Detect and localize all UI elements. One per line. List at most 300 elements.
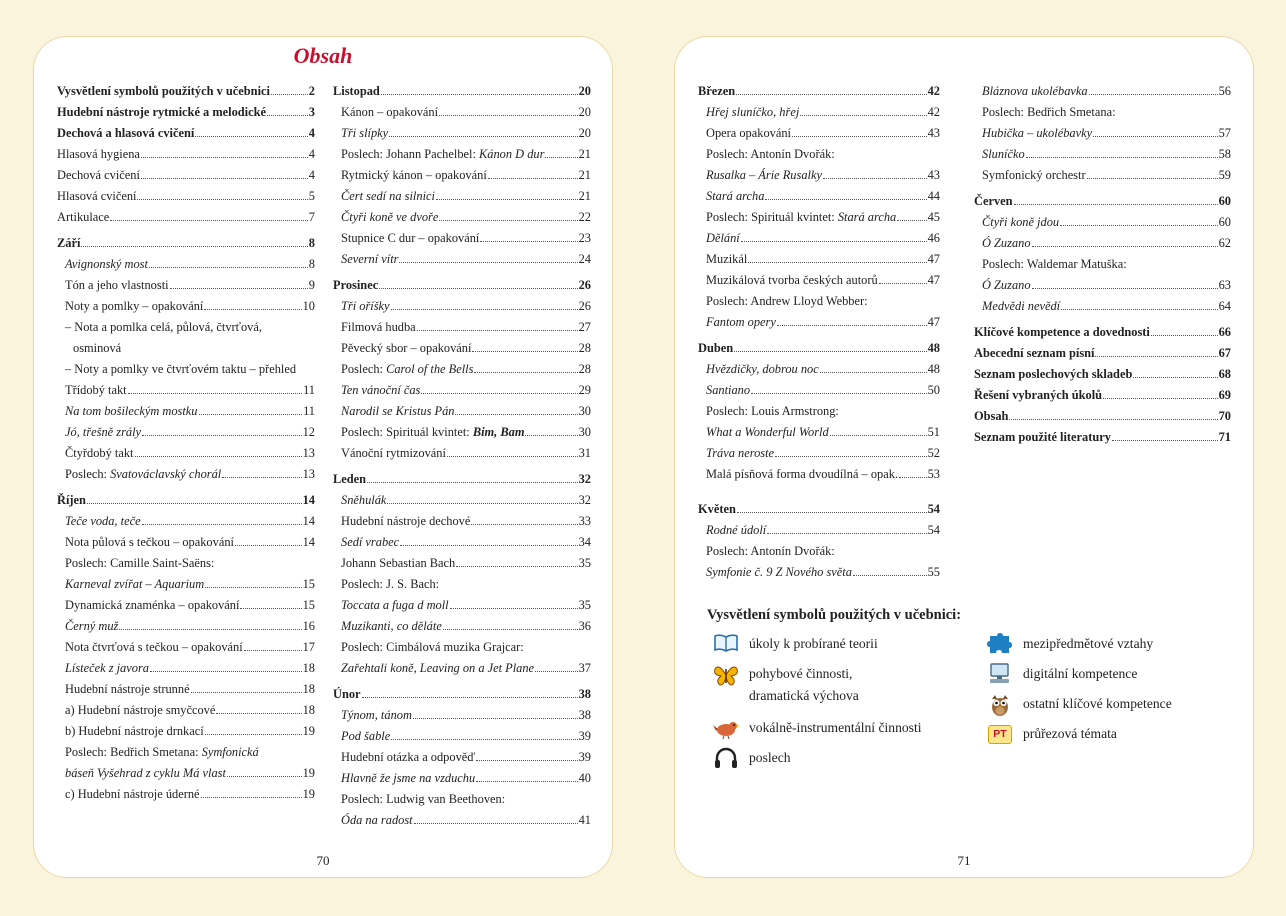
toc-page-number: 38 — [578, 687, 591, 701]
toc-entry — [333, 553, 591, 574]
toc-entry — [57, 616, 315, 637]
toc-entry-title — [974, 385, 1102, 406]
toc-entry — [698, 165, 940, 186]
toc-entry — [57, 254, 315, 275]
toc-page-number: 64 — [1218, 299, 1231, 313]
toc-title-italic: Stará archa — [837, 210, 897, 224]
toc-entry — [57, 784, 315, 805]
toc-title-text: Klíčové kompetence a dovednosti — [974, 325, 1150, 339]
toc-page-number: 2 — [308, 84, 315, 98]
toc-entry — [333, 249, 591, 270]
toc-title-text: Třídobý takt — [65, 383, 127, 397]
toc-page-number: 39 — [578, 729, 591, 743]
legend-title: Vysvětlení symbolů použitých v učebnici: — [707, 607, 962, 623]
toc-text: – Noty a pomlky ve čtvrťovém taktu – přehled — [65, 362, 297, 376]
toc-title-text: Opera opakování — [706, 126, 791, 140]
toc-entry — [57, 144, 315, 165]
toc-title-text: Muzikanti, co děláte — [341, 619, 442, 633]
toc-page-number: 4 — [308, 147, 315, 161]
toc-entry-title — [341, 228, 479, 249]
dot-leader — [1014, 204, 1218, 205]
toc-title-text: Karneval zvířat – Aquarium — [65, 577, 205, 591]
toc-page-number: 57 — [1218, 126, 1231, 140]
toc-page-number: 63 — [1218, 278, 1231, 292]
dot-leader — [199, 414, 303, 415]
toc-page-number: 11 — [303, 383, 315, 397]
toc-entry-title — [65, 464, 221, 485]
toc-title-text: báseň Vyšehrad z cyklu Má vlast — [65, 766, 226, 780]
toc-page-number: 46 — [927, 231, 940, 245]
toc-page-number: 30 — [578, 404, 591, 418]
toc-text-line — [57, 742, 315, 763]
toc-page-number: 34 — [578, 535, 591, 549]
toc-entry-title — [706, 228, 740, 249]
toc-page-number: 43 — [927, 126, 940, 140]
toc-entry-title — [341, 511, 470, 532]
toc-entry — [333, 490, 591, 511]
toc-page-number: 16 — [302, 619, 315, 633]
toc-title-text: Pod šable — [341, 729, 391, 743]
toc-entry-title — [706, 464, 898, 485]
toc-entry-title — [982, 275, 1031, 296]
dot-leader — [480, 241, 577, 242]
toc-text-line — [698, 291, 940, 312]
toc-title-italic: Svatováclavský chorál — [110, 467, 222, 481]
toc-page-number: 42 — [927, 105, 940, 119]
toc-entry-title — [341, 768, 475, 789]
toc-title-text: Ten vánoční čas — [341, 383, 421, 397]
dot-leader — [879, 283, 927, 284]
toc-entry-title — [341, 810, 413, 831]
toc-title-text: Teče voda, teče — [65, 514, 141, 528]
dot-leader — [775, 456, 927, 457]
toc-entry — [57, 679, 315, 700]
toc-entry — [57, 401, 315, 422]
toc-entry-title — [57, 490, 86, 511]
toc-title-text: Sedí vrabec — [341, 535, 400, 549]
pt-badge-text: PT — [988, 725, 1012, 744]
toc-title-text: Lísteček z javora — [65, 661, 149, 675]
toc-entry — [698, 249, 940, 270]
toc-title-text: Listopad — [333, 84, 380, 98]
toc-column-2 — [333, 81, 591, 831]
toc-title-text: Na tom bošileckým mostku — [65, 404, 198, 418]
toc-text-line — [57, 553, 315, 574]
toc-entry-title — [65, 679, 190, 700]
toc-page-number: 32 — [578, 472, 591, 486]
toc-entry-title — [65, 443, 134, 464]
toc-section-heading — [333, 275, 591, 296]
dot-leader — [421, 393, 577, 394]
legend-label: vokálně-instrumentální činnosti — [749, 720, 922, 735]
dot-leader — [1151, 335, 1218, 336]
toc-entry — [333, 443, 591, 464]
toc-section-heading — [57, 490, 315, 511]
dot-leader — [205, 734, 302, 735]
toc-title-text: Fantom opery — [706, 315, 776, 329]
dot-leader — [417, 330, 578, 331]
dot-leader — [1093, 136, 1218, 137]
toc-entry-title — [974, 322, 1150, 343]
toc-entry-title — [706, 249, 747, 270]
dot-leader — [1032, 246, 1218, 247]
toc-entry — [57, 532, 315, 553]
toc-title-text: Tón a jeho vlastnosti — [65, 278, 169, 292]
legend-label: mezipředmětové vztahy — [1023, 636, 1154, 651]
toc-page-number: 37 — [578, 661, 591, 675]
toc-section-heading — [333, 469, 591, 490]
toc-entry-title — [65, 254, 148, 275]
left-page — [33, 36, 613, 878]
toc-entry-title — [982, 212, 1059, 233]
toc-entry — [57, 165, 315, 186]
toc-page-number: 51 — [927, 425, 940, 439]
dot-leader — [1009, 419, 1217, 420]
dot-leader — [244, 650, 302, 651]
toc-entry-title — [706, 186, 764, 207]
toc-entry-title — [706, 165, 822, 186]
puzzle-icon — [987, 633, 1013, 655]
dot-leader — [741, 241, 927, 242]
dot-leader — [1060, 225, 1218, 226]
toc-text: Poslech: Waldemar Matuška: — [982, 257, 1127, 271]
toc-page-number: 10 — [302, 299, 315, 313]
toc-page-number: 21 — [578, 189, 591, 203]
toc-entry-title — [706, 359, 819, 380]
toc-title-text: Narodil se Kristus Pán — [341, 404, 455, 418]
toc-entry-title — [982, 81, 1088, 102]
page-number: 71 — [957, 853, 971, 868]
toc-page-number: 32 — [578, 493, 591, 507]
toc-title-text: Hvězdičky, dobrou noc — [706, 362, 819, 376]
toc-text-line — [57, 338, 315, 359]
toc-section-heading — [57, 102, 315, 123]
dot-leader — [367, 482, 578, 483]
toc-entry-title — [341, 401, 454, 422]
toc-title-text: Zařehtali koně, Leaving on a Jet Plane — [341, 661, 535, 675]
toc-page-number: 13 — [302, 446, 315, 460]
toc-page-number: 14 — [302, 493, 315, 507]
dot-leader — [820, 372, 927, 373]
dot-leader — [204, 309, 301, 310]
toc-entry-title — [57, 186, 136, 207]
toc-entry — [57, 721, 315, 742]
toc-entry-title — [974, 191, 1013, 212]
toc-title-text: Únor — [333, 687, 361, 701]
toc-entry — [698, 228, 940, 249]
toc-page-number: 68 — [1218, 367, 1231, 381]
toc-entry — [698, 562, 940, 583]
toc-entry — [698, 359, 940, 380]
dot-leader — [1032, 288, 1218, 289]
toc-entry-title — [341, 207, 438, 228]
toc-title-text: Avignonský most — [65, 257, 148, 271]
toc-entry-title — [65, 784, 200, 805]
dot-leader — [1112, 440, 1218, 441]
dot-leader — [191, 692, 302, 693]
dot-leader — [110, 220, 308, 221]
butterfly-icon — [713, 663, 739, 685]
toc-text-line — [333, 789, 591, 810]
dot-leader — [1103, 398, 1218, 399]
toc-page-number: 19 — [302, 724, 315, 738]
toc-page-number: 40 — [578, 771, 591, 785]
toc-section-heading — [698, 499, 940, 520]
toc-title-text: Vánoční rytmizování — [341, 446, 446, 460]
dot-leader — [267, 115, 308, 116]
toc-entry — [333, 422, 591, 443]
legend-label: ostatní klíčové kompetence — [1023, 696, 1172, 711]
dot-leader — [81, 246, 307, 247]
toc-text: Poslech: Cimbálová muzika Grajcar: — [341, 640, 524, 654]
toc-title-bold-italic: Bim, Bam — [472, 425, 525, 439]
dot-leader — [450, 608, 578, 609]
toc-title-text: Březen — [698, 84, 736, 98]
toc-entry-title — [333, 469, 366, 490]
dot-leader — [823, 178, 927, 179]
toc-entry-title — [65, 616, 118, 637]
toc-page-number: 47 — [927, 315, 940, 329]
toc-entry-title — [57, 123, 194, 144]
toc-entry — [57, 296, 315, 317]
toc-page-number: 41 — [578, 813, 591, 827]
toc-entry — [333, 810, 591, 831]
dot-leader — [391, 739, 577, 740]
toc-column-4 — [974, 81, 1231, 448]
dot-leader — [456, 566, 577, 567]
toc-entry — [333, 380, 591, 401]
toc-column-3 — [698, 81, 940, 583]
toc-title-text: b) Hudební nástroje drnkací — [65, 724, 204, 738]
dot-leader — [135, 456, 302, 457]
dot-leader — [391, 309, 578, 310]
toc-section-heading — [57, 81, 315, 102]
symbol-legend — [707, 607, 1227, 630]
toc-text-line — [57, 317, 315, 338]
toc-entry-title — [341, 338, 471, 359]
toc-entry-title — [65, 511, 141, 532]
toc-title-text: Květen — [698, 502, 736, 516]
toc-entry — [974, 275, 1231, 296]
toc-entry-title — [706, 102, 799, 123]
toc-title-text: Obsah — [974, 409, 1009, 423]
dot-leader — [777, 325, 927, 326]
toc-page-number: 27 — [578, 320, 591, 334]
legend-label: poslech — [749, 750, 791, 765]
dot-leader — [227, 776, 302, 777]
toc-title-text: Čert sedí na silnici — [341, 189, 435, 203]
legend-item — [987, 693, 1172, 715]
toc-title-text: Duben — [698, 341, 734, 355]
toc-entry-title — [341, 123, 388, 144]
toc-page-number: 5 — [308, 189, 315, 203]
toc-entry-title — [341, 616, 442, 637]
toc-entry — [333, 317, 591, 338]
toc-entry — [333, 102, 591, 123]
toc-entry — [974, 233, 1231, 254]
toc-entry-title — [65, 422, 141, 443]
toc-title-text: Stará archa — [706, 189, 765, 203]
toc-entry — [698, 520, 940, 541]
toc-entry-title — [65, 637, 243, 658]
toc-entry-title — [65, 275, 169, 296]
toc-page-number: 9 — [308, 278, 315, 292]
toc-page-number: 18 — [302, 661, 315, 675]
toc-page-number: 30 — [578, 425, 591, 439]
toc-entry-title — [706, 270, 878, 291]
toc-title-text: Ó Zuzano — [982, 278, 1031, 292]
toc-text-line — [698, 401, 940, 422]
toc-page-number: 26 — [578, 299, 591, 313]
toc-entry — [333, 165, 591, 186]
toc-title-text: Poslech: Johann Pachelbel: — [341, 147, 479, 161]
toc-entry — [974, 123, 1231, 144]
toc-entry — [57, 422, 315, 443]
toc-entry — [974, 296, 1231, 317]
toc-page-number: 15 — [302, 577, 315, 591]
toc-title-text: Sluníčko — [982, 147, 1025, 161]
toc-page-number: 17 — [302, 640, 315, 654]
toc-title-text: Řešení vybraných úkolů — [974, 388, 1103, 402]
dot-leader — [1061, 309, 1218, 310]
toc-entry-title — [341, 380, 420, 401]
toc-page-number: 67 — [1218, 346, 1231, 360]
page-number: 70 — [316, 853, 330, 868]
toc-title-text: Bláznova ukolébavka — [982, 84, 1088, 98]
toc-text-line — [333, 637, 591, 658]
toc-text-line — [698, 541, 940, 562]
book-icon — [713, 633, 739, 655]
toc-page-number: 20 — [578, 84, 591, 98]
toc-page-number: 47 — [927, 252, 940, 266]
toc-page-number: 14 — [302, 514, 315, 528]
toc-title-text: Tři slípky — [341, 126, 389, 140]
toc-page-number: 48 — [927, 341, 940, 355]
toc-text: osminová — [73, 341, 122, 355]
toc-entry-title — [341, 296, 390, 317]
toc-page-number: 14 — [302, 535, 315, 549]
toc-text: Poslech: J. S. Bach: — [341, 577, 440, 591]
toc-title-text: Dechová a hlasová cvičení — [57, 126, 195, 140]
toc-title-text: Santiano — [706, 383, 751, 397]
toc-page-number: 28 — [578, 362, 591, 376]
dot-leader — [455, 414, 577, 415]
toc-title-text: Čtyřdobý takt — [65, 446, 134, 460]
toc-entry-title — [341, 443, 446, 464]
dot-leader — [476, 760, 577, 761]
toc-entry — [57, 464, 315, 485]
toc-title-text: Hudební nástroje strunné — [65, 682, 190, 696]
toc-entry-title — [341, 102, 438, 123]
toc-title-text: Severní vítr — [341, 252, 399, 266]
dot-leader — [381, 94, 578, 95]
toc-page-number: 36 — [578, 619, 591, 633]
toc-entry — [333, 123, 591, 144]
dot-leader — [222, 477, 301, 478]
toc-section-heading — [974, 191, 1231, 212]
dot-leader — [1095, 356, 1217, 357]
toc-entry-title — [341, 249, 398, 270]
toc-page-number: 69 — [1218, 388, 1231, 402]
dot-leader — [389, 136, 577, 137]
legend-item — [987, 663, 1137, 685]
toc-entry-title — [974, 427, 1111, 448]
legend-label: pohybové činnosti, — [749, 666, 853, 681]
toc-page-number: 39 — [578, 750, 591, 764]
toc-text: Poslech: Andrew Lloyd Webber: — [706, 294, 868, 308]
dot-leader — [447, 456, 578, 457]
toc-title-text: Čtyři koně jdou — [982, 215, 1060, 229]
toc-entry — [57, 186, 315, 207]
toc-entry-title — [341, 595, 449, 616]
toc-page-number: 45 — [927, 210, 940, 224]
toc-entry — [333, 228, 591, 249]
toc-text-line — [974, 102, 1231, 123]
dot-leader — [751, 393, 927, 394]
dot-leader — [439, 115, 578, 116]
toc-entry-title — [341, 422, 524, 443]
toc-page-number: 22 — [578, 210, 591, 224]
toc-section-heading — [57, 233, 315, 254]
toc-page-number: 15 — [302, 598, 315, 612]
toc-page-number: 35 — [578, 598, 591, 612]
dot-leader — [141, 178, 308, 179]
toc-page-number: 54 — [927, 523, 940, 537]
toc-entry — [698, 312, 940, 333]
toc-entry — [333, 747, 591, 768]
toc-title-text: Vysvětlení symbolů použitých v učebnici — [57, 84, 270, 98]
toc-entry-title — [341, 144, 544, 165]
toc-page-number: 23 — [578, 231, 591, 245]
toc-title-text: Symfonie č. 9 Z Nového světa — [706, 565, 852, 579]
toc-page-number: 20 — [578, 126, 591, 140]
toc-page-number: 31 — [578, 446, 591, 460]
toc-title-text: Poslech: Spirituál kvintet: — [341, 425, 473, 439]
toc-entry — [333, 401, 591, 422]
toc-entry — [698, 380, 940, 401]
dot-leader — [150, 671, 302, 672]
dot-leader — [205, 587, 301, 588]
dot-leader — [476, 781, 577, 782]
toc-page-number: 53 — [927, 467, 940, 481]
toc-entry-title — [65, 574, 204, 595]
toc-title-text: Dechová cvičení — [57, 168, 140, 182]
toc-page-number: 4 — [308, 168, 315, 182]
toc-page-number: 60 — [1218, 194, 1231, 208]
toc-entry — [333, 658, 591, 679]
toc-entry-title — [706, 443, 774, 464]
toc-entry-title — [333, 275, 378, 296]
toc-entry-title — [57, 207, 109, 228]
toc-text: Poslech: Bedřich Smetana: — [982, 105, 1116, 119]
toc-entry — [57, 380, 315, 401]
dot-leader — [235, 545, 302, 546]
toc-entry-title — [341, 490, 386, 511]
toc-title-text: Leden — [333, 472, 367, 486]
toc-title-text: Poslech: — [341, 362, 387, 376]
toc-title-text: Rytmický kánon – opakování — [341, 168, 487, 182]
toc-title-text: Symfonický orchestr — [982, 168, 1086, 182]
toc-title-text: Prosinec — [333, 278, 379, 292]
toc-text: Poslech: Antonín Dvořák: — [706, 147, 835, 161]
dot-leader — [201, 797, 302, 798]
toc-page-number: 52 — [927, 446, 940, 460]
dot-leader — [535, 671, 578, 672]
toc-page-number: 60 — [1218, 215, 1231, 229]
toc-title-text: Seznam použité literatury — [974, 430, 1111, 444]
dot-leader — [128, 393, 302, 394]
toc-entry-title — [341, 726, 390, 747]
